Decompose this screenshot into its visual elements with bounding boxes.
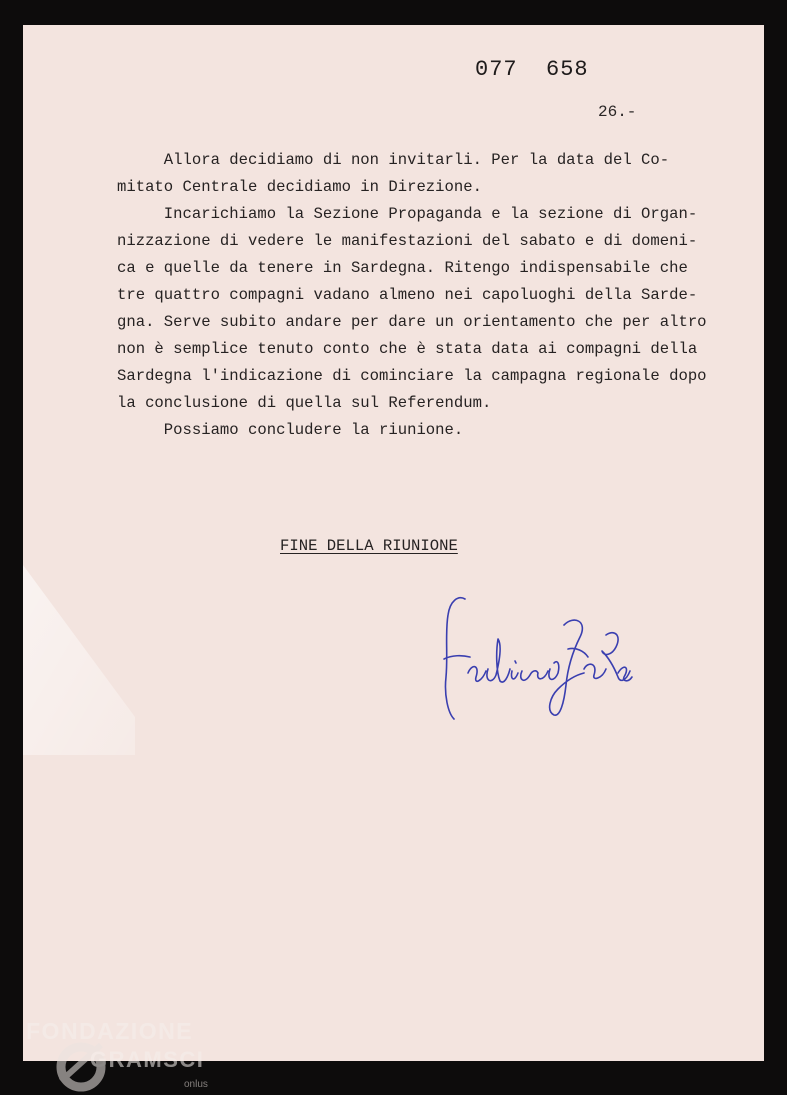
document-number: 077 658 [475,57,589,82]
watermark-line2: GRAMSCI [90,1047,205,1072]
fondazione-gramsci-watermark [26,1015,226,1095]
watermark-line1: FONDAZIONE [26,1018,194,1044]
body-line: tre quattro compagni vadano almeno nei capoluoghi della Sarde- [117,286,698,304]
body-line: Incarichiamo la Sezione Propaganda e la sezione di Organ- [117,205,698,223]
body-line: Possiamo concludere la riunione. [117,421,464,439]
body-line: gna. Serve subito andare per dare un orientamento che per altro [117,313,707,331]
body-line: mitato Centrale decidiamo in Direzione. [117,178,482,196]
body-line: nizzazione di vedere le manifestazioni del sabato e di domeni- [117,232,698,250]
page-number: 26.- [598,103,637,121]
body-line: ca e quelle da tenere in Sardegna. Ritengo indispensabile che [117,259,688,277]
body-line: Allora decidiamo di non invitarli. Per la data del Co- [117,151,670,169]
body-line: la conclusione di quella sul Referendum. [117,394,492,412]
body-line: non è semplice tenuto conto che è stata data ai compagni della [117,340,698,358]
watermark-line3: onlus [184,1079,208,1090]
body-text [117,147,737,444]
body-line: Sardegna l'indicazione di cominciare la campagna regionale dopo [117,367,707,385]
document-page [23,25,764,1090]
handwritten-signature [418,585,633,723]
end-of-meeting-heading: FINE DELLA RIUNIONE [280,537,458,555]
